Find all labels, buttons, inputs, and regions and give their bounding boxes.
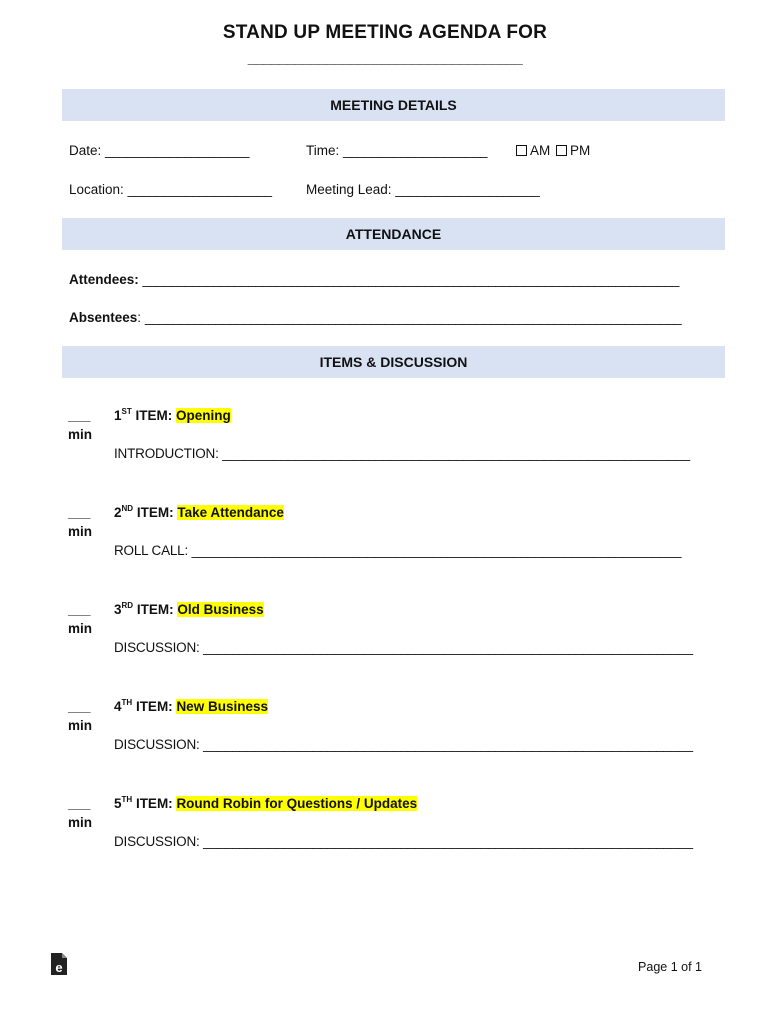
item-heading: 5TH ITEM: Round Robin for Questions / Updates bbox=[114, 795, 418, 811]
absentees-label: Absentees bbox=[69, 310, 138, 325]
item-minutes bbox=[68, 697, 92, 735]
attendees-row bbox=[69, 272, 679, 287]
discussion-field[interactable]: ___________________________________________________________________ bbox=[203, 737, 693, 752]
section-meeting-details: MEETING DETAILS bbox=[62, 89, 725, 121]
meeting-lead-field[interactable]: ____________________ bbox=[395, 182, 540, 197]
document-title: STAND UP MEETING AGENDA FOR bbox=[222, 22, 548, 43]
item-field-row bbox=[114, 834, 693, 849]
svg-text:e: e bbox=[55, 960, 63, 975]
item-name: Old Business bbox=[177, 602, 264, 617]
pm-checkbox[interactable] bbox=[556, 145, 567, 156]
title-blank[interactable]: ___________________________________ bbox=[247, 50, 523, 67]
introduction-field[interactable]: ________________________________________________________________ bbox=[222, 446, 690, 461]
absentees-colon: : bbox=[137, 310, 142, 325]
document-e-icon bbox=[50, 952, 68, 976]
item-heading: 4TH ITEM: New Business bbox=[114, 698, 268, 714]
time-label: Time: bbox=[306, 143, 340, 158]
item-name: Take Attendance bbox=[177, 505, 284, 520]
item-heading: 3RD ITEM: Old Business bbox=[114, 601, 264, 617]
am-label: AM bbox=[530, 143, 551, 158]
minutes-label: min bbox=[68, 815, 93, 830]
page-number: Page 1 of 1 bbox=[638, 960, 702, 974]
pm-label: PM bbox=[570, 143, 591, 158]
location-row bbox=[69, 182, 272, 197]
time-field[interactable]: ____________________ bbox=[343, 143, 488, 158]
item-field-row bbox=[114, 640, 693, 655]
item-heading: 2ND ITEM: Take Attendance bbox=[114, 504, 284, 520]
date-label: Date: bbox=[69, 143, 102, 158]
meeting-lead-label: Meeting Lead: bbox=[306, 182, 392, 197]
minutes-field[interactable]: ___ bbox=[68, 699, 91, 714]
minutes-label: min bbox=[68, 621, 93, 636]
item-minutes bbox=[68, 503, 92, 541]
item-field-row bbox=[114, 543, 681, 558]
item-name: Opening bbox=[176, 408, 231, 423]
am-checkbox[interactable] bbox=[516, 145, 527, 156]
minutes-field[interactable]: ___ bbox=[68, 796, 91, 811]
discussion-field[interactable]: ___________________________________________________________________ bbox=[203, 834, 693, 849]
item-heading: 1ST ITEM: Opening bbox=[114, 407, 231, 423]
discussion-label: DISCUSSION: bbox=[114, 640, 200, 655]
lead-row bbox=[306, 182, 540, 197]
roll-call-label: ROLL CALL: bbox=[114, 543, 189, 558]
attendees-field[interactable]: ____________________________________________________________________________ bbox=[142, 272, 679, 287]
item-name: New Business bbox=[176, 699, 268, 714]
item-field-row bbox=[114, 737, 693, 752]
section-attendance: ATTENDANCE bbox=[62, 218, 725, 250]
discussion-label: DISCUSSION: bbox=[114, 834, 200, 849]
introduction-label: INTRODUCTION: bbox=[114, 446, 219, 461]
minutes-field[interactable]: ___ bbox=[68, 408, 91, 423]
section-items-discussion: ITEMS & DISCUSSION bbox=[62, 346, 725, 378]
minutes-label: min bbox=[68, 524, 93, 539]
minutes-field[interactable]: ___ bbox=[68, 505, 91, 520]
location-label: Location: bbox=[69, 182, 124, 197]
item-field-row bbox=[114, 446, 690, 461]
am-pm-group bbox=[516, 143, 590, 158]
discussion-field[interactable]: ___________________________________________________________________ bbox=[203, 640, 693, 655]
roll-call-field[interactable]: ___________________________________________________________________ bbox=[191, 543, 682, 558]
item-name: Round Robin for Questions / Updates bbox=[176, 796, 418, 811]
minutes-field[interactable]: ___ bbox=[68, 602, 91, 617]
attendees-label: Attendees: bbox=[69, 272, 139, 287]
location-field[interactable]: ____________________ bbox=[127, 182, 272, 197]
item-minutes bbox=[68, 794, 92, 832]
discussion-label: DISCUSSION: bbox=[114, 737, 200, 752]
item-minutes bbox=[68, 406, 92, 444]
item-minutes bbox=[68, 600, 92, 638]
minutes-label: min bbox=[68, 718, 93, 733]
absentees-row bbox=[69, 310, 681, 325]
time-row bbox=[306, 143, 487, 158]
date-field[interactable]: ____________________ bbox=[105, 143, 250, 158]
minutes-label: min bbox=[68, 427, 93, 442]
absentees-field[interactable]: ____________________________________________________________________________ bbox=[144, 310, 682, 325]
date-row bbox=[69, 143, 249, 158]
